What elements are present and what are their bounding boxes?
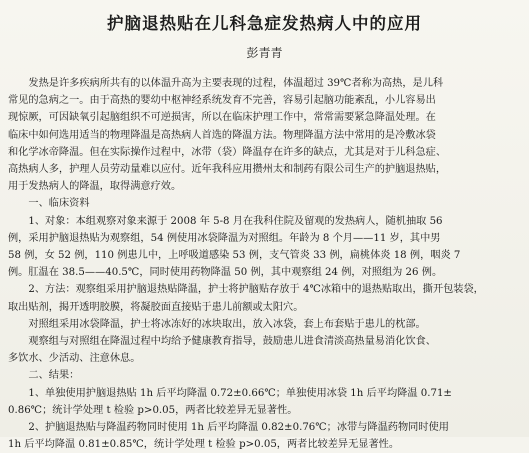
text-line: 1h 后平均降温 0.81±0.85℃，统计学处理 t 检验 p>0.05，两者比较差异无显著性。	[8, 439, 400, 451]
text-line: 0.86℃；统计学处理 t 检验 p>0.05，两者比较差异无显著性。	[8, 404, 298, 416]
document-title: 护脑退热贴在儿科急症发热病人中的应用	[107, 14, 422, 33]
text-line: 例，采用护脑退热贴为观察组，54 例使用冰袋降温为对照组。年龄为 8 个月——11 岁，其中男	[8, 232, 441, 244]
text-line: 用于发热病人的降温，取得满意疗效。	[8, 181, 182, 193]
text-line: 1、单独使用护脑退热贴 1h 后平均降温 0.72±0.66℃；单独使用冰袋 1h 后平均降温 0.71±	[28, 387, 452, 399]
text-line: 临床中如何选用适当的物理降温是高热病人首选的降温方法。物理降温方法中常用的是冷敷冰袋	[8, 129, 436, 141]
text-line: 观察组与对照组在降温过程中均给予健康教育指导，鼓励患儿进食清淡高热量易消化饮食、	[28, 336, 436, 348]
text-line: 取出贴剂，揭开透明胶膜，将凝胶面直接贴于患儿前额或太阳穴。	[8, 301, 304, 313]
text-line: 现惊厥，可因缺氧引起脑组织不可逆损害，所以在临床护理工作中，常常需要紧急降温处理。在	[8, 112, 436, 124]
text-line: 2、方法：观察组采用护脑退热贴降温，护士将护脑贴存放于 4℃冰箱中的退热贴取出，撕开包装袋，	[28, 284, 484, 296]
text-line: 例。肛温在 38.5——40.5℃，同时使用药物降温 50 例，其中观察组 24 例，对照组为 26 例。	[8, 267, 443, 279]
document-author: 彭青青	[246, 46, 283, 60]
text-line: 1、对象：本组观察对象来源于 2008 年 5-8 月在我科住院及留观的发热病人，随机抽取 56	[28, 215, 443, 227]
text-line: 常见的急病之一。由于高热的婴幼中枢神经系统发育不完善，容易引起脑功能紊乱，小儿容易出	[8, 95, 436, 107]
text-line: 和化学冰帝降温。但在实际操作过程中，冰带（袋）降温存在许多的缺点，尤其是对于儿科急症、	[8, 146, 447, 158]
text-line: 二、结果：	[28, 370, 80, 382]
text-line: 对照组采用冰袋降温，护士将冰冻好的冰块取出，放入冰袋，套上布套贴于患儿的枕部。	[28, 318, 426, 330]
text-line: 一、临床资料	[28, 198, 90, 210]
text-line: 2、护脑退热贴与降温药物同时使用 1h 后平均降温 0.82±0.76℃；冰带与降温药物同时使用	[28, 422, 449, 434]
text-line: 高热病人多，护理人员劳动量难以应付。近年我科应用攒州太和制药有限公司生产的护脑退热贴，	[8, 164, 447, 176]
text-line: 发热是许多疾病所共有的以体温升高为主要表现的过程，体温超过 39℃者称为高热，是儿科	[28, 78, 444, 89]
text-line: 58 例，女 52 例，110 例患儿中，上呼吸道感染 53 例，支气管炎 33 例，扁桃体炎 18 例，咽炎 7	[8, 250, 461, 262]
text-line: 多饮水、少活动、注意休息。	[8, 353, 141, 365]
document-body	[8, 75, 521, 453]
